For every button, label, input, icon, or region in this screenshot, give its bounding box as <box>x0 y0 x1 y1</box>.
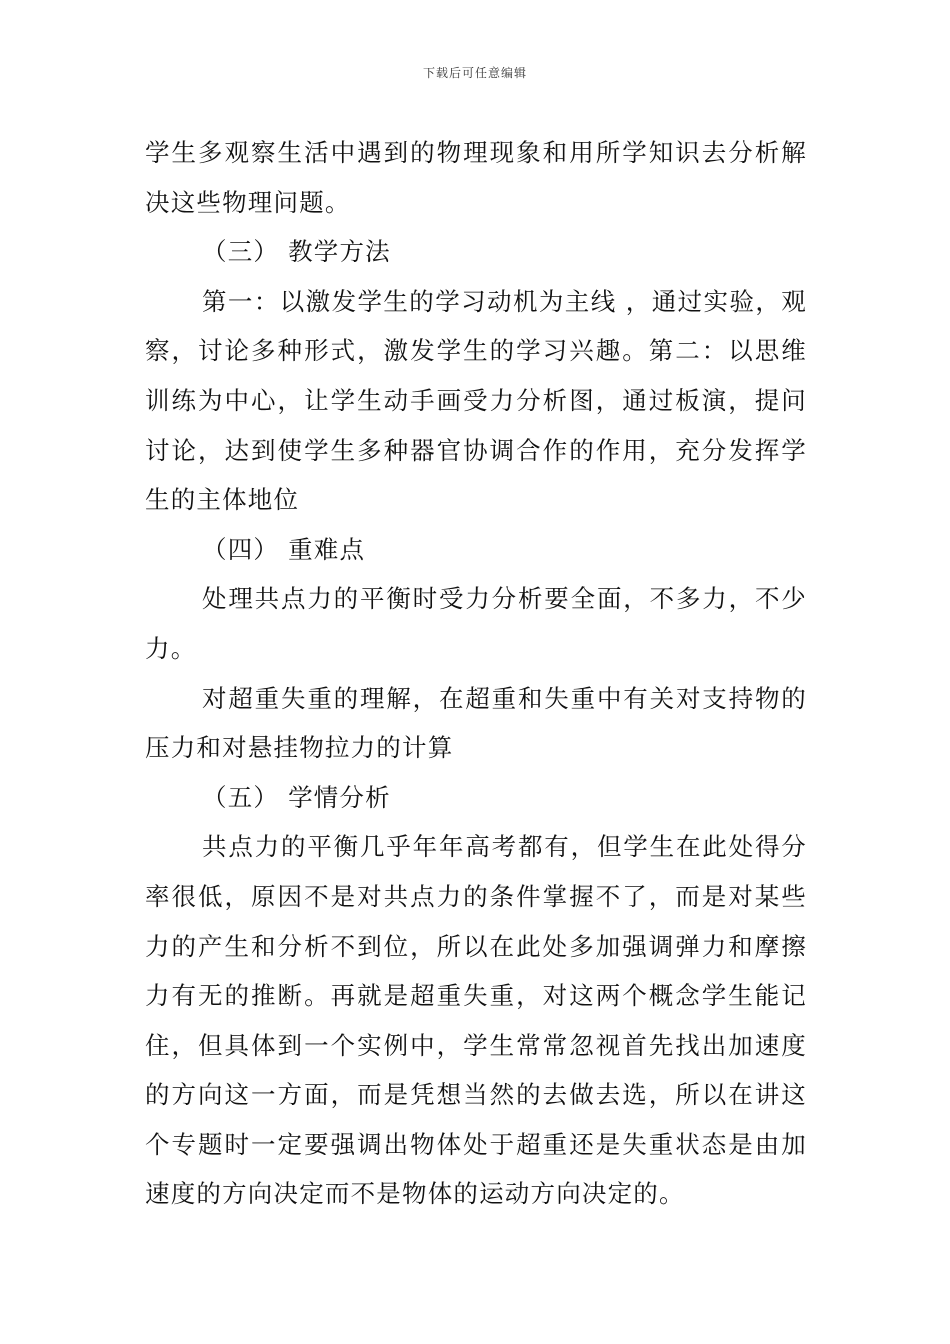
section-heading-key-points: （四） 重难点 <box>202 534 366 564</box>
paragraph-teaching-method: 第一：以激发学生的学习动机为主线 ，通过实验，观察，讨论多种形式，激发学生的学习兴趣。第二：以思维训练为中心，让学生动手画受力分析图，通过板演，提问讨论，达到使学生多种器官协调合作的作用，充分发挥学生的主体地位 <box>145 286 807 515</box>
page-header: 下载后可任意编辑 <box>422 66 527 80</box>
section-heading-teaching-method: （三） 教学方法 <box>202 237 391 267</box>
paragraph-key-point-1: 处理共点力的平衡时受力分析要全面，不多力，不少力。 <box>145 584 807 663</box>
document-body <box>145 128 807 1219</box>
paragraph-student-analysis: 共点力的平衡几乎年年高考都有，但学生在此处得分率很低，原因不是对共点力的条件掌握不了，而是对某些力的产生和分析不到位，所以在此处多加强调弹力和摩擦力有无的推断。再就是超重失重，对这两个概念学生能记住，但具体到一个实例中，学生常常忽视首先找出加速度的方向这一方面，而是凭想当然的去做去选，所以在讲这个专题时一定要强调出物体处于超重还是失重状态是由加速度的方向决定而不是物体的运动方向决定的。 <box>145 832 807 1209</box>
paragraph-key-point-2: 对超重失重的理解，在超重和失重中有关对支持物的压力和对悬挂物拉力的计算 <box>145 683 807 763</box>
paragraph-intro: 学生多观察生活中遇到的物理现象和用所学知识去分析解决这些物理问题。 <box>145 138 807 217</box>
section-heading-student-analysis: （五） 学情分析 <box>202 782 391 812</box>
